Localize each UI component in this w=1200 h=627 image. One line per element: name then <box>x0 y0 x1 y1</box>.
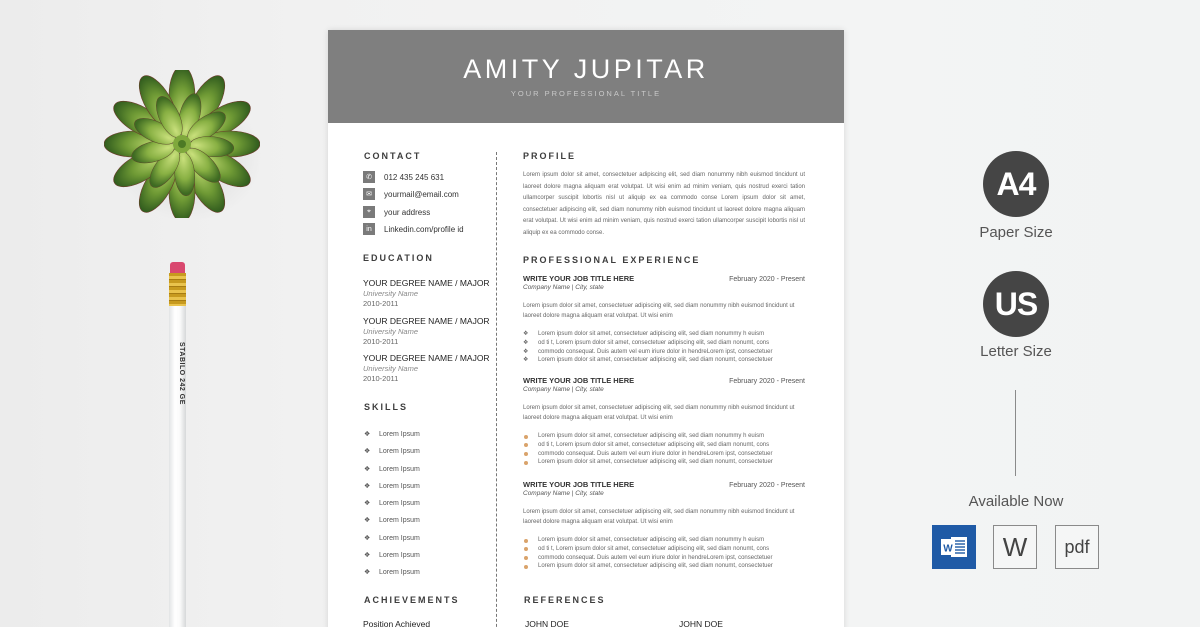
job-description: Lorem ipsum dolor sit amet, consectetuer adipiscing elit, sed diam nonummy nibh euismod tincidunt ut laoreet dolore magna aliquam erat volutpat. Ut wisi enim <box>523 509 795 525</box>
profile-text: Lorem ipsum dolor sit amet, consectetuer adipiscing elit, sed diam nonummy nibh euismod tincidunt ut laoreet dolore magna aliquam erat volutpat. Ut wisi enim ad minim veniam, quis nostrud exerci tation ullamcorper suscipit lobortis nisl ut aliquip ex ea commodo conse Lorem ipsum dolor sit amet, consectetuer adipiscing elit, sed diam nonummy nibh euismod tincidunt ut laoreet dolore magna aliquam erat volutpat. Ut wisi enim ad minim veniam, quis nostrud exerci tation ullamcorper suscipit lobortis nisl ut aliquip ex ea commodo conse. <box>523 172 805 236</box>
skill-text: Lorem Ipsum <box>379 551 420 559</box>
diamond-bullet-icon: ❖ <box>364 517 371 524</box>
skill-text: Lorem Ipsum <box>379 465 420 473</box>
word-outline-icon: W <box>993 525 1037 569</box>
skill-text: Lorem Ipsum <box>379 534 420 542</box>
bullet-text: commodo consequat. Duis autem vel eum iriure dolor in hendreLorem ipst, consectetuer <box>538 450 773 457</box>
skill-item <box>364 464 420 474</box>
degree-name: YOUR DEGREE NAME / MAJOR <box>363 353 490 363</box>
skill-item <box>364 550 420 560</box>
bullet-text: Lorem ipsum dolor sit amet, consectetuer adipiscing elit, sed diam nonummy h euism <box>538 433 765 439</box>
bullet-text: Lorem ipsum dolor sit amet, consectetuer adipiscing elit, sed diam nonummy h euism <box>538 537 765 543</box>
education-years: 2010-2011 <box>363 337 399 346</box>
dot-bullet-icon <box>523 432 538 441</box>
skill-text: Lorem Ipsum <box>379 447 420 455</box>
ms-word-icon <box>932 525 976 569</box>
svg-text:W: W <box>943 543 953 555</box>
education-entry <box>363 316 493 346</box>
education-heading: EDUCATION <box>363 253 434 263</box>
job-bullet <box>523 545 805 554</box>
dot-bullet-icon <box>523 458 538 467</box>
diamond-bullet-icon: ❖ <box>523 339 529 346</box>
bullet-text: od ti t, Lorem ipsum dolor sit amet, consectetuer adipiscing elit, sed diam nonumt, cons <box>538 339 770 346</box>
degree-name: YOUR DEGREE NAME / MAJOR <box>363 278 490 288</box>
job-date: February 2020 - Present <box>729 276 805 283</box>
dot-bullet-icon <box>523 450 538 459</box>
job-bullet <box>523 339 805 348</box>
job-company: Company Name | City, state <box>523 490 604 497</box>
job-bullet <box>523 330 805 339</box>
education-years: 2010-2011 <box>363 299 399 308</box>
skill-item <box>364 515 420 525</box>
job-description: Lorem ipsum dolor sit amet, consectetuer adipiscing elit, sed diam nonummy nibh euismod tincidunt ut laoreet dolore magna aliquam erat volutpat. Ut wisi enim <box>523 303 795 319</box>
contact-text: Linkedin.com/profile id <box>384 224 464 234</box>
reference-name: JOHN DOE <box>679 619 723 627</box>
job-entry <box>523 480 805 571</box>
diamond-bullet-icon: ❖ <box>523 348 529 355</box>
job-bullet <box>523 536 805 545</box>
job-bullet <box>523 450 805 459</box>
job-date: February 2020 - Present <box>729 378 805 385</box>
degree-name: YOUR DEGREE NAME / MAJOR <box>363 316 490 326</box>
skill-item <box>364 567 420 577</box>
phone-icon: ✆ <box>363 171 375 183</box>
experience-heading: PROFESSIONAL EXPERIENCE <box>523 255 701 265</box>
job-date: February 2020 - Present <box>729 482 805 489</box>
diamond-bullet-icon: ❖ <box>364 448 371 455</box>
reference-name: JOHN DOE <box>525 619 569 627</box>
job-title: WRITE YOUR JOB TITLE HERE <box>523 376 635 385</box>
university-name: University Name <box>363 327 419 336</box>
bullet-text: commodo consequat. Duis autem vel eum iriure dolor in hendreLorem ipst, consectetuer <box>538 348 773 355</box>
resume-professional-title: YOUR PROFESSIONAL TITLE <box>510 89 662 98</box>
contact-linkedin <box>363 223 464 235</box>
achievement-item: Position Achieved <box>363 619 431 627</box>
dot-bullet-icon <box>523 554 538 563</box>
location-icon: ⌖ <box>363 206 375 218</box>
job-bullet <box>523 432 805 441</box>
bullet-text: Lorem ipsum dolor sit amet, consectetuer adipiscing elit, sed diam nonumt, consectetuer <box>538 357 773 364</box>
bullet-text: commodo consequat. Duis autem vel eum iriure dolor in hendreLorem ipst, consectetuer <box>538 554 773 561</box>
skills-heading: SKILLS <box>364 402 409 412</box>
resume-header <box>328 30 844 123</box>
skill-text: Lorem Ipsum <box>379 499 420 507</box>
university-name: University Name <box>363 289 419 298</box>
diamond-bullet-icon: ❖ <box>364 431 371 438</box>
profile-heading: PROFILE <box>523 151 577 161</box>
pencil-brand-text: STABILO 242 GE <box>178 342 185 405</box>
email-icon: ✉ <box>363 188 375 200</box>
linkedin-icon: in <box>363 223 375 235</box>
education-entry <box>363 353 493 383</box>
job-bullet <box>523 348 805 357</box>
available-now-label: Available Now <box>968 493 1064 510</box>
job-title: WRITE YOUR JOB TITLE HERE <box>523 480 635 489</box>
job-bullet-list <box>523 536 805 571</box>
skill-item <box>364 498 420 508</box>
bullet-text: Lorem ipsum dolor sit amet, consectetuer adipiscing elit, sed diam nonumt, consectetuer <box>538 563 773 570</box>
resume-page <box>328 30 844 627</box>
skill-text: Lorem Ipsum <box>379 430 420 438</box>
dot-bullet-icon <box>523 536 538 545</box>
job-entry <box>523 274 805 365</box>
job-bullet <box>523 356 805 365</box>
dot-bullet-icon <box>523 562 538 571</box>
skill-item <box>364 429 420 439</box>
pdf-icon: pdf <box>1055 525 1099 569</box>
bullet-text: Lorem ipsum dolor sit amet, consectetuer adipiscing elit, sed diam nonummy h euism <box>538 331 765 337</box>
diamond-bullet-icon: ❖ <box>364 569 371 576</box>
skill-item <box>364 481 420 491</box>
contact-phone <box>363 171 444 183</box>
a4-badge: A4 <box>983 151 1049 217</box>
diamond-bullet-icon: ❖ <box>364 466 371 473</box>
job-bullet-list <box>523 330 805 365</box>
diamond-bullet-icon: ❖ <box>364 483 371 490</box>
education-entry <box>363 278 493 308</box>
diamond-bullet-icon: ❖ <box>523 331 529 337</box>
skill-item <box>364 533 420 543</box>
letter-size-label: Letter Size <box>980 343 1052 360</box>
diamond-bullet-icon: ❖ <box>523 357 529 364</box>
vertical-divider <box>1015 390 1016 476</box>
job-bullet <box>523 441 805 450</box>
job-bullet <box>523 458 805 467</box>
job-company: Company Name | City, state <box>523 284 604 291</box>
bullet-text: od ti t, Lorem ipsum dolor sit amet, consectetuer adipiscing elit, sed diam nonumt, cons <box>538 441 770 448</box>
diamond-bullet-icon: ❖ <box>364 552 371 559</box>
job-bullet <box>523 554 805 563</box>
references-heading: REFERENCES <box>524 595 606 605</box>
achievements-heading: ACHIEVEMENTS <box>364 595 460 605</box>
job-bullet-list <box>523 432 805 467</box>
paper-size-label: Paper Size <box>979 224 1053 241</box>
skill-item <box>364 446 420 456</box>
contact-text: yourmail@email.com <box>384 189 459 199</box>
job-title: WRITE YOUR JOB TITLE HERE <box>523 274 635 283</box>
skill-text: Lorem Ipsum <box>379 482 420 490</box>
contact-heading: CONTACT <box>364 151 422 161</box>
pencil-image <box>168 262 188 627</box>
contact-text: 012 435 245 631 <box>384 172 445 182</box>
university-name: University Name <box>363 364 419 373</box>
job-entry <box>523 376 805 467</box>
diamond-bullet-icon: ❖ <box>364 535 371 542</box>
job-bullet <box>523 562 805 571</box>
contact-email <box>363 188 459 200</box>
bullet-text: od ti t, Lorem ipsum dolor sit amet, consectetuer adipiscing elit, sed diam nonumt, cons <box>538 545 770 552</box>
job-company: Company Name | City, state <box>523 386 604 393</box>
resume-name: AMITY JUPITAR <box>463 54 709 84</box>
bullet-text: Lorem ipsum dolor sit amet, consectetuer adipiscing elit, sed diam nonumt, consectetuer <box>538 459 773 466</box>
column-divider <box>496 152 497 627</box>
contact-text: your address <box>384 207 431 217</box>
pencil-ferrule <box>169 273 186 306</box>
dot-bullet-icon <box>523 441 538 450</box>
us-badge: US <box>983 271 1049 337</box>
education-years: 2010-2011 <box>363 374 399 383</box>
skill-text: Lorem Ipsum <box>379 568 420 576</box>
contact-address <box>363 206 430 218</box>
diamond-bullet-icon: ❖ <box>364 500 371 507</box>
dot-bullet-icon <box>523 545 538 554</box>
job-description: Lorem ipsum dolor sit amet, consectetuer adipiscing elit, sed diam nonummy nibh euismod tincidunt ut laoreet dolore magna aliquam erat volutpat. Ut wisi enim <box>523 405 795 421</box>
skill-text: Lorem Ipsum <box>379 516 420 524</box>
succulent-plant-image <box>104 70 260 218</box>
